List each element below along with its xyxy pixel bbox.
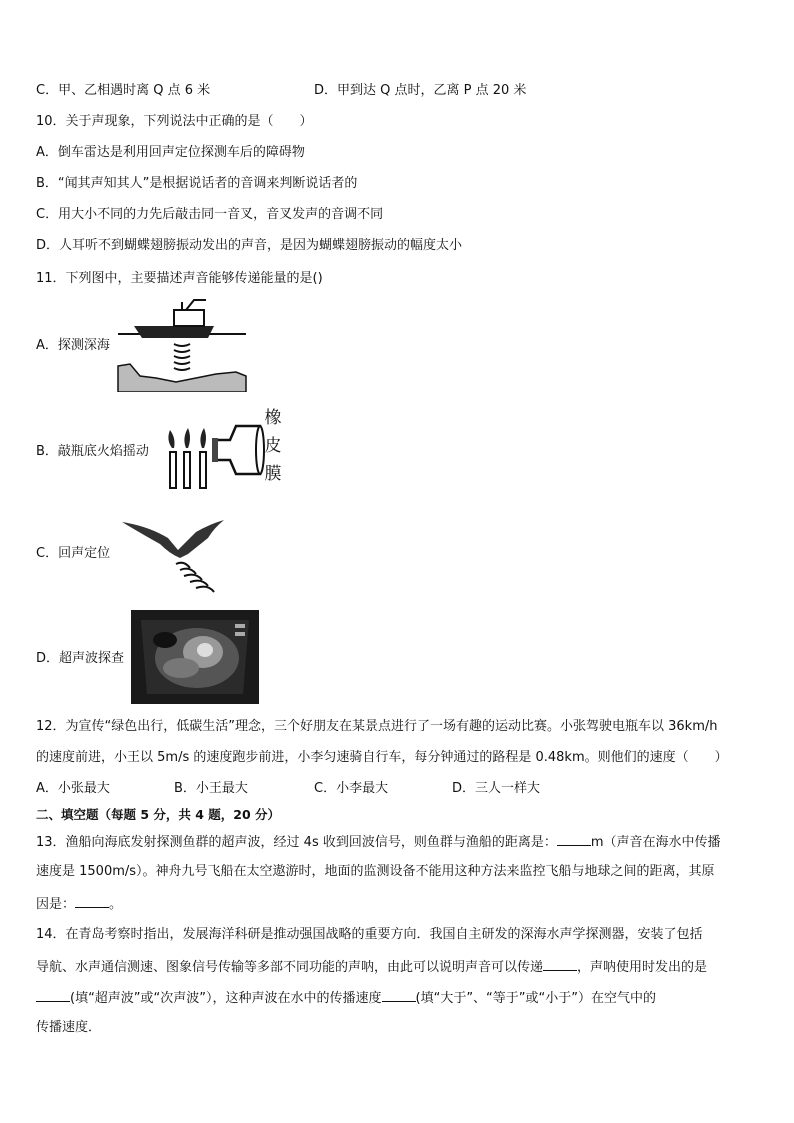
candle-flame-bottle-figure	[158, 408, 268, 492]
q14-line-2: 导航、水声通信测速、图象信号传输等多部不同功能的声呐，由此可以说明声音可以传递 ，声呐使用时发出的是	[36, 957, 707, 977]
q13-line-3: 因是： 。	[36, 894, 122, 914]
q14-line-3: (填“超声波”或“次声波”），这种声波在水中的传播速度 (填“大于”、“等于”或“小于”）在空气中的	[36, 988, 656, 1008]
q13-blank-1[interactable]	[557, 832, 591, 846]
q14-blank-2[interactable]	[36, 988, 70, 1002]
q10-stem: 10．关于声现象，下列说法中正确的是（ ）	[36, 114, 313, 129]
q14-line-4: 传播速度．	[36, 1020, 102, 1035]
q13-line-2: 速度是 1500m/s）。神舟九号飞船在太空遨游时，地面的监测设备不能用这种方法来监控飞船与地球之间的距离，其原	[36, 864, 715, 879]
q11-option-b: B．敲瓶底火焰摇动	[36, 444, 149, 459]
q11-option-c: C．回声定位	[36, 546, 111, 561]
q14-blank-3[interactable]	[382, 988, 416, 1002]
q12-option-d: D．三人一样大	[452, 781, 541, 796]
q9-options-row	[36, 82, 526, 100]
q10-option-c: C．用大小不同的力先后敲击同一音叉，音叉发声的音调不同	[36, 207, 384, 222]
q12-option-b: B．小王最大	[174, 781, 248, 796]
q12-line-1: 12．为宣传“绿色出行，低碳生活”理念，三个好朋友在某景点进行了一场有趣的运动比赛。小张驾驶电瓶车以 36km/h	[36, 719, 718, 734]
membrane-label: 橡 皮 膜	[264, 408, 282, 484]
q10-option-a: A．倒车雷达是利用回声定位探测车后的障碍物	[36, 145, 305, 160]
q14-line-1: 14．在青岛考察时指出，发展海洋科研是推动强国战略的重要方向．我国自主研发的深海水声学探测器，安装了包括	[36, 927, 703, 942]
q14-blank-1[interactable]	[543, 957, 577, 971]
ultrasound-image-figure	[131, 610, 259, 704]
q9-option-c: C．甲、乙相遇时离 Q 点 6 米	[36, 83, 211, 98]
q12-option-a: A．小张最大	[36, 781, 110, 796]
q12-line-2: 的速度前进，小王以 5m/s 的速度跑步前进，小李匀速骑自行车，每分钟通过的路程是 0.48km。则他们的速度（ ）	[36, 750, 728, 765]
bat-echolocation-figure	[118, 514, 238, 600]
q13-blank-2[interactable]	[75, 894, 109, 908]
q10-option-b: B．“闻其声知其人”是根据说话者的音调来判断说话者的	[36, 176, 358, 191]
q13-line-1: 13．渔船向海底发射探测鱼群的超声波，经过 4s 收到回波信号，则鱼群与渔船的距离是： m（声音在海水中传播	[36, 832, 721, 852]
q10-option-d: D．人耳听不到蝴蝶翅膀振动发出的声音，是因为蝴蝶翅膀振动的幅度太小	[36, 238, 463, 253]
q12-options-row	[36, 780, 540, 798]
deep-sea-sonar-figure	[116, 296, 248, 392]
section-heading: 二、填空题（每题 5 分，共 4 题，20 分）	[36, 807, 281, 822]
q11-stem: 11．下列图中，主要描述声音能够传递能量的是()	[36, 271, 323, 286]
q11-option-d: D．超声波探查	[36, 651, 125, 666]
q12-option-c: C．小李最大	[314, 781, 389, 796]
q11-option-a: A．探测深海	[36, 338, 110, 353]
q9-option-d: D．甲到达 Q 点时，乙离 P 点 20 米	[314, 83, 527, 98]
